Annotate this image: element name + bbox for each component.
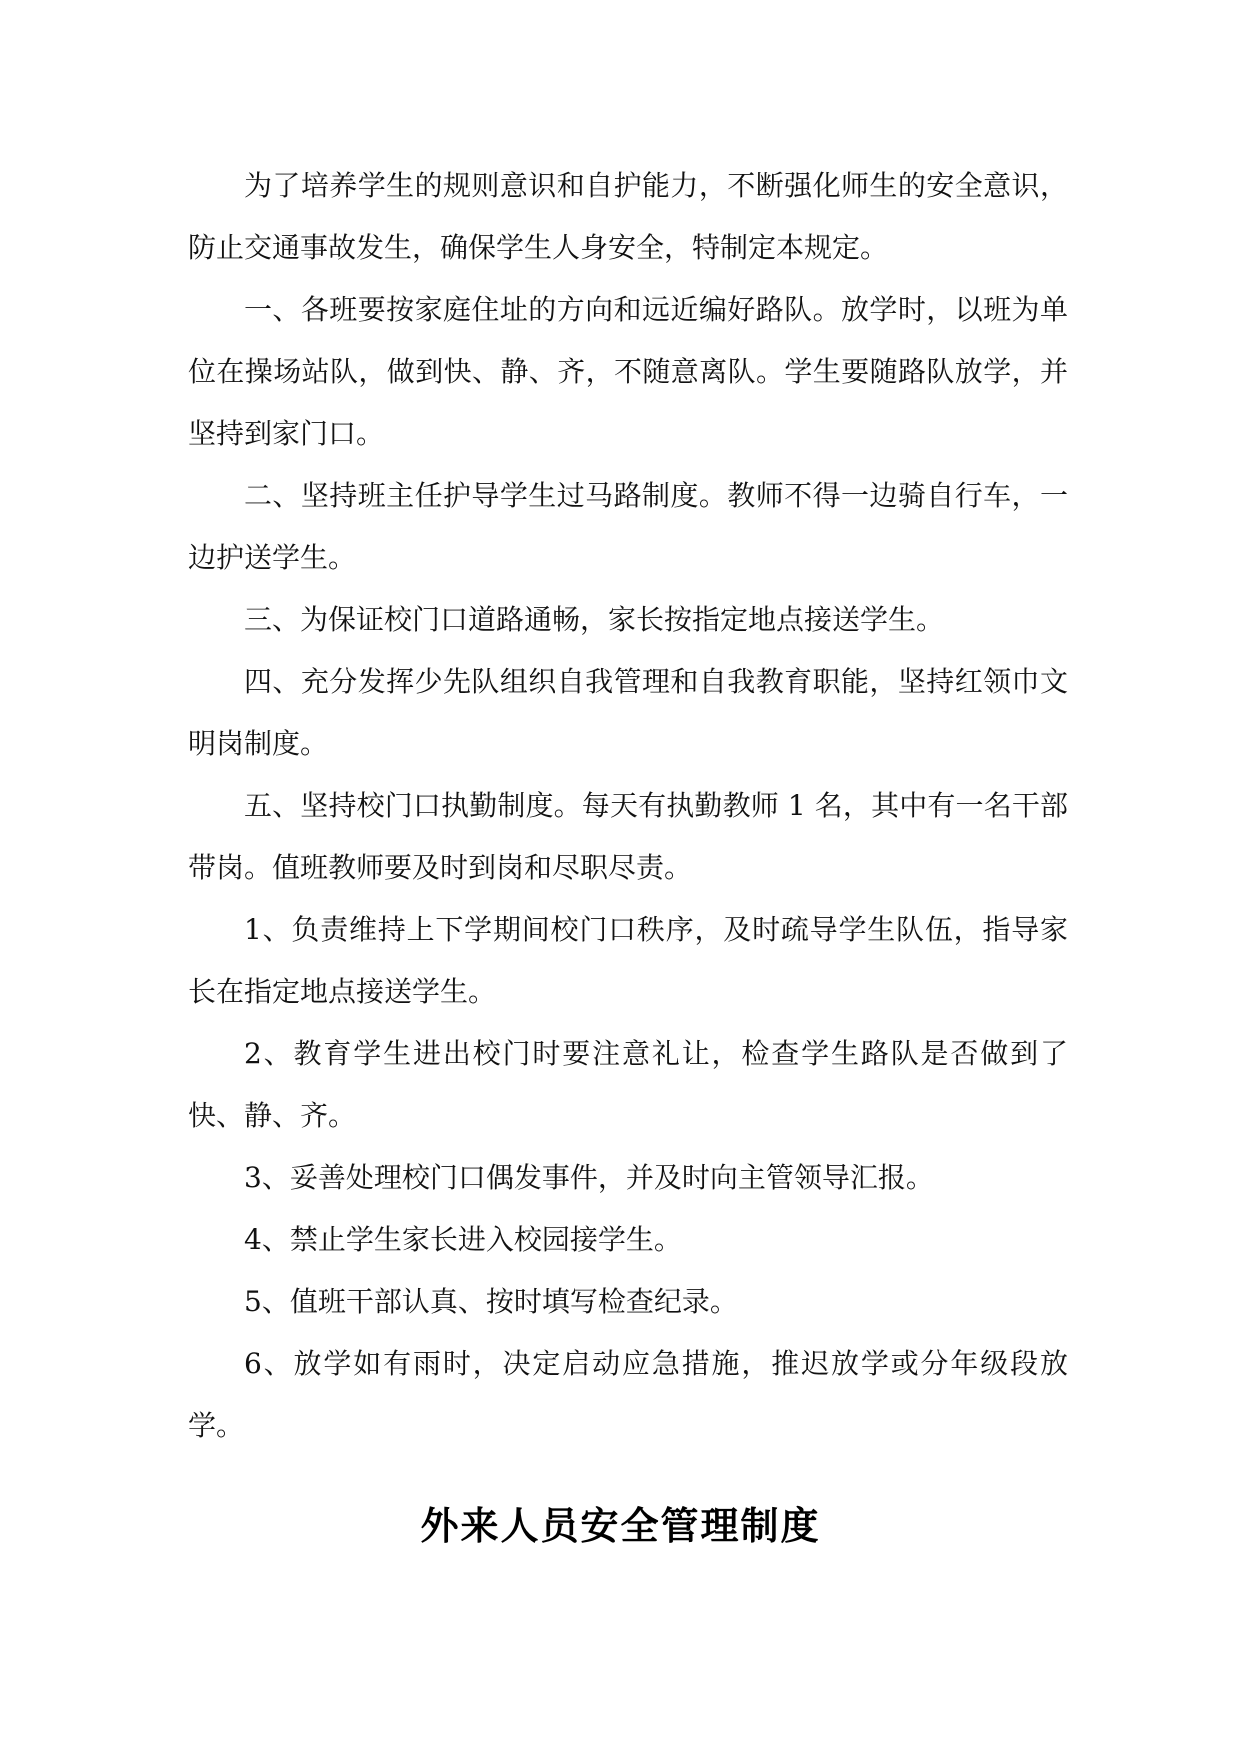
paragraph-rule-3: 三、为保证校门口道路通畅，家长按指定地点接送学生。 [244,603,945,636]
paragraph-duty-6: 6、放学如有雨时，决定启动应急措施，推迟放学或分年级段放学。 [188,1347,1068,1442]
paragraph-duty-2: 2、教育学生进出校门时要注意礼让，检查学生路队是否做到了快、静、齐。 [188,1037,1068,1132]
paragraph-rule-4: 四、充分发挥少先队组织自我管理和自我教育职能，坚持红领巾文明岗制度。 [188,665,1068,760]
paragraph-duty-4: 4、禁止学生家长进入校园接学生。 [244,1223,682,1256]
paragraph-duty-1: 1、负责维持上下学期间校门口秩序，及时疏导学生队伍，指导家长在指定地点接送学生。 [188,913,1068,1008]
paragraph-intro: 为了培养学生的规则意识和自护能力，不断强化师生的安全意识，防止交通事故发生，确保学生人身安全，特制定本规定。 [188,169,1068,264]
paragraph-rule-1: 一、各班要按家庭住址的方向和远近编好路队。放学时，以班为单位在操场站队，做到快、静、齐，不随意离队。学生要随路队放学，并坚持到家门口。 [188,293,1068,450]
paragraph-duty-5: 5、值班干部认真、按时填写检查纪录。 [244,1285,738,1318]
paragraph-duty-3: 3、妥善处理校门口偶发事件，并及时向主管领导汇报。 [244,1161,934,1194]
paragraph-rule-5: 五、坚持校门口执勤制度。每天有执勤教师 1 名，其中有一名干部带岗。值班教师要及时到岗和尽职尽责。 [188,789,1068,884]
document-body [188,155,1068,1457]
section-title: 外来人员安全管理制度 [420,1504,821,1548]
paragraph-rule-2: 二、坚持班主任护导学生过马路制度。教师不得一边骑自行车，一边护送学生。 [188,479,1068,574]
